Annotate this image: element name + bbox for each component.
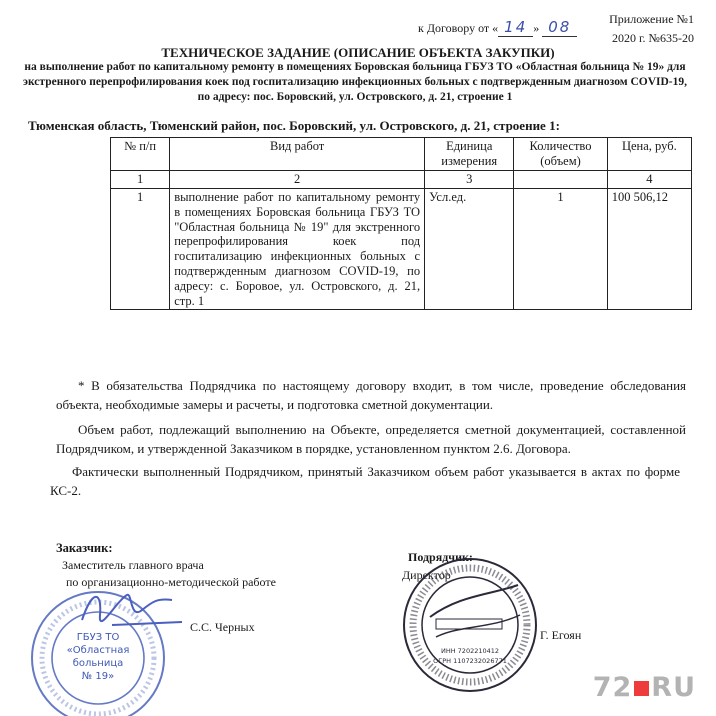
customer-position-2: по организационно-методической работе (66, 575, 276, 589)
row-work: выполнение работ по капитальному ремонту в помещениях Боровская больница ГБУЗ ТО "Областная больница № 19" для экстренного перепрофилирования коек под госпитализацию инфекционных больных с подтвержденным диагнозом COVID-19, по адресу: с. Боровое, ул. Островского, д. 21, стр. 1 (170, 189, 425, 310)
site-logo (593, 672, 696, 703)
stamp-line: ГБУЗ ТО (76, 632, 120, 643)
contractor-name: Г. Егоян (540, 628, 582, 642)
appendix-number: 2020 г. №635-20 (611, 31, 694, 45)
header-price: Цена, руб. (607, 138, 691, 171)
col-number: 4 (607, 171, 691, 189)
contractor-position: Директор (402, 568, 451, 582)
document-title: ТЕХНИЧЕСКОЕ ЗАДАНИЕ (ОПИСАНИЕ ОБЪЕКТА ЗАКУПКИ) (161, 45, 555, 60)
logo-square-icon (634, 681, 649, 696)
customer-name: С.С. Черных (190, 620, 255, 634)
contractor-heading: Подрядчик: (408, 550, 473, 564)
header-num: № п/п (111, 138, 170, 171)
header-work: Вид работ (170, 138, 425, 171)
column-numbers-row (111, 171, 692, 189)
col-number: 3 (425, 171, 514, 189)
col-number: 1 (111, 171, 170, 189)
paragraph-obligations: * В обязательства Подрядчика по настоящему договору входит, в том числе, проведение обследования объекта, необходимые замеры и расчеты, и подготовка сметной документации. (56, 378, 686, 412)
col-number (514, 171, 607, 189)
row-price: 100 506,12 (607, 189, 691, 310)
contract-month: 08 (548, 18, 572, 36)
row-unit: Усл.ед. (425, 189, 514, 310)
contract-prefix: к Договору от « (418, 21, 499, 35)
row-num: 1 (111, 189, 170, 310)
logo-domain: RU (651, 672, 696, 703)
table-header-row (111, 138, 692, 171)
appendix-line: Приложение №1 (609, 12, 694, 26)
stamp-ogrn: ОГРН 1107232026771 (433, 657, 507, 665)
stamp-line: больница (72, 658, 124, 669)
stamp-line: «Областная (66, 645, 130, 656)
paragraph-scope: Объем работ, подлежащий выполнению на Объекте, определяется сметной документацией, составленной Подрядчиком, и утвержденной Заказчиком в порядке, установленном пунктом 2.6. Договора. (56, 422, 686, 456)
contract-reference: к Договору от « 14 » 08 (418, 18, 577, 37)
table-row (111, 189, 692, 310)
paragraph-acceptance: Фактически выполненный Подрядчиком, принятый Заказчиком объем работ указывается в актах по форме КС-2. (50, 464, 680, 498)
stamp-line: № 19» (81, 671, 115, 682)
stamp-inn: ИНН 7202210412 (440, 647, 500, 655)
customer-signature (72, 580, 192, 645)
contractor-stamp (400, 555, 540, 695)
region-line: Тюменская область, Тюменский район, пос. Боровский, ул. Островского, д. 21, строение 1: (28, 118, 560, 133)
customer-position-1: Заместитель главного врача (62, 558, 204, 572)
customer-heading: Заказчик: (56, 541, 113, 555)
header-unit: Единица измерения (425, 138, 514, 171)
col-number: 2 (170, 171, 425, 189)
logo-number: 72 (592, 672, 633, 703)
row-qty: 1 (514, 189, 607, 310)
works-table (110, 137, 692, 310)
document-subtitle: на выполнение работ по капитальному ремонту в помещениях Боровская больница ГБУЗ ТО «Областная больница № 19» для экстренного перепрофилирования коек под госпитализацию инфекционных больных с подтвержденным диагнозом COVID-19, по адресу: пос. Боровский, ул. Островского, д. 21, строение 1 (23, 61, 687, 103)
header-qty: Количество (объем) (514, 138, 607, 171)
contract-day: 14 (504, 18, 528, 36)
